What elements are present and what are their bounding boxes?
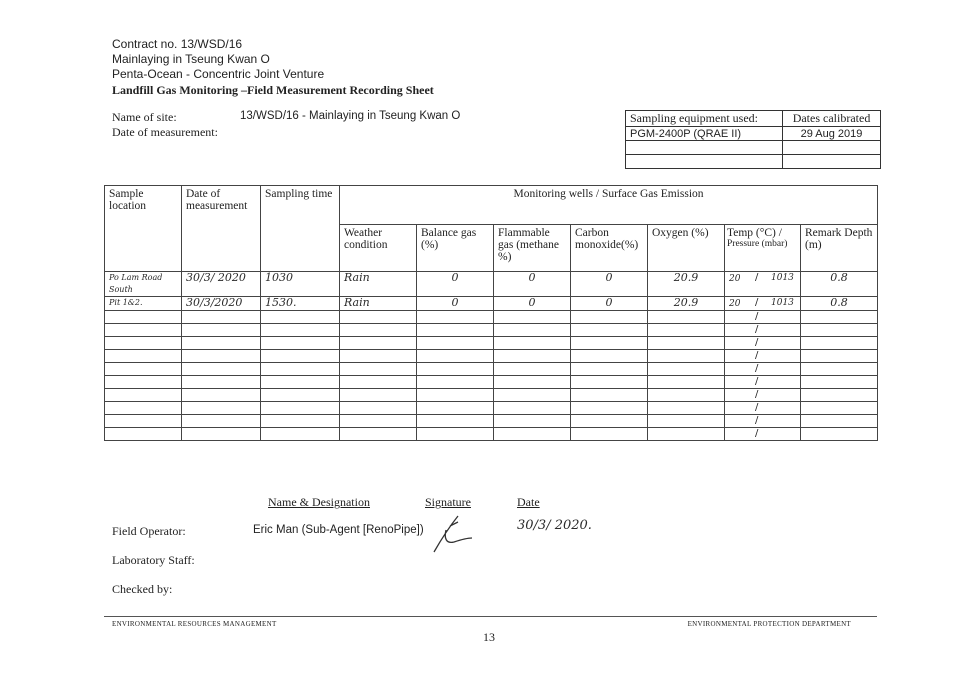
location-cell: Pit 1&2. bbox=[105, 297, 182, 311]
balance-cell bbox=[417, 415, 494, 428]
sample-location-header: Sample location bbox=[105, 186, 182, 272]
flammable-cell bbox=[494, 389, 571, 402]
location-cell bbox=[105, 402, 182, 415]
temp-pressure-cell bbox=[725, 389, 801, 402]
weather-cell bbox=[340, 428, 417, 441]
monitoring-wells-header: Monitoring wells / Surface Gas Emission bbox=[340, 186, 878, 225]
carbon-cell bbox=[571, 402, 648, 415]
depth-cell bbox=[801, 402, 878, 415]
page-number: 13 bbox=[483, 630, 495, 644]
equipment-blank-cell bbox=[626, 155, 783, 169]
time-cell bbox=[261, 337, 340, 350]
flammable-gas-header: Flammable gas (methane %) bbox=[494, 225, 571, 272]
flammable-cell bbox=[494, 311, 571, 324]
depth-cell bbox=[801, 363, 878, 376]
location-cell bbox=[105, 363, 182, 376]
oxygen-cell: 20.9 bbox=[648, 272, 725, 297]
balance-cell bbox=[417, 324, 494, 337]
weather-cell: Rain bbox=[340, 272, 417, 297]
depth-cell bbox=[801, 337, 878, 350]
depth-cell bbox=[801, 415, 878, 428]
field-operator-name: Eric Man (Sub-Agent [RenoPipe]) bbox=[253, 524, 424, 536]
carbon-cell: 0 bbox=[571, 272, 648, 297]
temp-value: 20 bbox=[729, 274, 741, 284]
temp-pressure-cell bbox=[725, 297, 801, 311]
time-cell bbox=[261, 311, 340, 324]
sheet-title: Landfill Gas Monitoring –Field Measurement Recording Sheet bbox=[112, 83, 434, 97]
flammable-cell bbox=[494, 350, 571, 363]
field-operator-label: Field Operator: bbox=[112, 524, 186, 538]
signature-heading: Signature bbox=[425, 495, 471, 509]
temp-pressure-cell bbox=[725, 402, 801, 415]
time-cell bbox=[261, 376, 340, 389]
date-cell bbox=[182, 363, 261, 376]
depth-cell bbox=[801, 376, 878, 389]
date-cell bbox=[182, 350, 261, 363]
project-name: Mainlaying in Tseung Kwan O bbox=[112, 52, 270, 66]
site-name-value: 13/WSD/16 - Mainlaying in Tseung Kwan O bbox=[240, 110, 461, 122]
date-cell bbox=[182, 337, 261, 350]
footer-left: ENVIRONMENTAL RESOURCES MANAGEMENT bbox=[112, 620, 277, 628]
table-row bbox=[105, 428, 878, 441]
location-cell bbox=[105, 428, 182, 441]
footer-right: ENVIRONMENTAL PROTECTION DEPARTMENT bbox=[687, 620, 851, 628]
depth-cell: 0.8 bbox=[801, 297, 878, 311]
carbon-cell bbox=[571, 389, 648, 402]
oxygen-header: Oxygen (%) bbox=[648, 225, 725, 272]
time-cell bbox=[261, 402, 340, 415]
table-row bbox=[105, 402, 878, 415]
date-cell bbox=[182, 311, 261, 324]
time-cell: 1530. bbox=[261, 297, 340, 311]
table-row bbox=[105, 272, 878, 297]
temp-pressure-separator: / bbox=[755, 272, 759, 283]
oxygen-cell: 20.9 bbox=[648, 297, 725, 311]
carbon-cell bbox=[571, 337, 648, 350]
table-row bbox=[105, 363, 878, 376]
temp-pressure-header bbox=[725, 225, 801, 272]
measurement-date-label: Date of measurement: bbox=[112, 125, 218, 139]
name-designation-heading: Name & Designation bbox=[268, 495, 370, 509]
location-cell bbox=[105, 389, 182, 402]
lab-staff-label: Laboratory Staff: bbox=[112, 553, 195, 567]
checked-by-label: Checked by: bbox=[112, 582, 173, 596]
date-cell bbox=[182, 324, 261, 337]
oxygen-cell bbox=[648, 311, 725, 324]
balance-cell bbox=[417, 389, 494, 402]
table-row bbox=[105, 389, 878, 402]
date-cell bbox=[182, 415, 261, 428]
balance-cell bbox=[417, 337, 494, 350]
carbon-cell bbox=[571, 324, 648, 337]
table-row bbox=[105, 324, 878, 337]
weather-cell bbox=[340, 389, 417, 402]
temp-pressure-separator: / bbox=[755, 324, 759, 335]
carbon-cell bbox=[571, 415, 648, 428]
weather-cell bbox=[340, 324, 417, 337]
oxygen-cell bbox=[648, 337, 725, 350]
date-cell bbox=[182, 428, 261, 441]
time-cell bbox=[261, 389, 340, 402]
balance-cell: 0 bbox=[417, 297, 494, 311]
flammable-cell bbox=[494, 402, 571, 415]
temp-pressure-cell bbox=[725, 311, 801, 324]
time-cell bbox=[261, 350, 340, 363]
date-cell: 30/3/ 2020 bbox=[182, 272, 261, 297]
calibration-header: Dates calibrated bbox=[783, 111, 881, 127]
flammable-cell bbox=[494, 376, 571, 389]
weather-cell bbox=[340, 415, 417, 428]
temp-pressure-separator: / bbox=[755, 389, 759, 400]
weather-cell bbox=[340, 350, 417, 363]
carbon-cell bbox=[571, 376, 648, 389]
equipment-value: PGM-2400P (QRAE II) bbox=[626, 127, 783, 141]
carbon-cell bbox=[571, 428, 648, 441]
date-heading: Date bbox=[517, 495, 540, 509]
temp-pressure-separator: / bbox=[755, 311, 759, 322]
temp-pressure-cell bbox=[725, 324, 801, 337]
temp-pressure-cell bbox=[725, 428, 801, 441]
temp-pressure-separator: / bbox=[755, 428, 759, 439]
oxygen-cell bbox=[648, 428, 725, 441]
carbon-cell bbox=[571, 363, 648, 376]
date-cell bbox=[182, 376, 261, 389]
temp-pressure-separator: / bbox=[755, 337, 759, 348]
calibration-blank-cell bbox=[783, 141, 881, 155]
date-cell: 30/3/2020 bbox=[182, 297, 261, 311]
carbon-cell: 0 bbox=[571, 297, 648, 311]
carbon-cell bbox=[571, 311, 648, 324]
remark-depth-header: Remark Depth (m) bbox=[801, 225, 878, 272]
footer-rule bbox=[104, 616, 877, 617]
contractor-name: Penta-Ocean - Concentric Joint Venture bbox=[112, 67, 325, 81]
field-operator-date: 30/3/ 2020. bbox=[517, 518, 592, 533]
location-cell bbox=[105, 376, 182, 389]
temp-pressure-separator: / bbox=[755, 415, 759, 426]
measurement-date-header: Date of measurement bbox=[182, 186, 261, 272]
oxygen-cell bbox=[648, 350, 725, 363]
temp-pressure-separator: / bbox=[755, 376, 759, 387]
temp-pressure-separator: / bbox=[755, 363, 759, 374]
time-cell bbox=[261, 363, 340, 376]
oxygen-cell bbox=[648, 376, 725, 389]
weather-cell bbox=[340, 402, 417, 415]
location-cell bbox=[105, 350, 182, 363]
table-row bbox=[105, 311, 878, 324]
temp-pressure-separator: / bbox=[755, 297, 759, 308]
pressure-header: Pressure (mbar) bbox=[727, 239, 788, 249]
depth-cell bbox=[801, 428, 878, 441]
signature-mark bbox=[420, 508, 480, 558]
contract-no: Contract no. 13/WSD/16 bbox=[112, 37, 243, 51]
flammable-cell: 0 bbox=[494, 297, 571, 311]
oxygen-cell bbox=[648, 389, 725, 402]
carbon-cell bbox=[571, 350, 648, 363]
flammable-cell bbox=[494, 415, 571, 428]
depth-cell: 0.8 bbox=[801, 272, 878, 297]
measurement-table bbox=[104, 185, 878, 441]
table-row bbox=[105, 415, 878, 428]
temp-pressure-cell bbox=[725, 350, 801, 363]
balance-cell bbox=[417, 363, 494, 376]
calibration-date: 29 Aug 2019 bbox=[783, 127, 881, 141]
temp-pressure-cell bbox=[725, 415, 801, 428]
oxygen-cell bbox=[648, 402, 725, 415]
temp-pressure-separator: / bbox=[755, 402, 759, 413]
flammable-cell bbox=[494, 428, 571, 441]
table-row bbox=[105, 376, 878, 389]
equipment-table bbox=[625, 110, 881, 169]
time-cell bbox=[261, 428, 340, 441]
oxygen-cell bbox=[648, 324, 725, 337]
time-cell: 1030 bbox=[261, 272, 340, 297]
table-row bbox=[105, 337, 878, 350]
weather-cell bbox=[340, 311, 417, 324]
date-cell bbox=[182, 389, 261, 402]
depth-cell bbox=[801, 324, 878, 337]
oxygen-cell bbox=[648, 415, 725, 428]
temp-pressure-separator: / bbox=[755, 350, 759, 361]
calibration-blank-cell bbox=[783, 155, 881, 169]
table-row bbox=[105, 350, 878, 363]
temp-value: 20 bbox=[729, 299, 741, 309]
balance-cell bbox=[417, 350, 494, 363]
table-row bbox=[105, 297, 878, 311]
temp-pressure-cell bbox=[725, 337, 801, 350]
oxygen-cell bbox=[648, 363, 725, 376]
location-cell: Po Lam Road South bbox=[105, 272, 182, 297]
balance-cell bbox=[417, 402, 494, 415]
weather-cell bbox=[340, 337, 417, 350]
date-cell bbox=[182, 402, 261, 415]
time-cell bbox=[261, 324, 340, 337]
balance-cell bbox=[417, 311, 494, 324]
balance-gas-header: Balance gas (%) bbox=[417, 225, 494, 272]
balance-cell: 0 bbox=[417, 272, 494, 297]
depth-cell bbox=[801, 350, 878, 363]
temp-pressure-cell bbox=[725, 363, 801, 376]
weather-cell bbox=[340, 363, 417, 376]
time-cell bbox=[261, 415, 340, 428]
flammable-cell bbox=[494, 337, 571, 350]
pressure-value: 1013 bbox=[771, 298, 794, 308]
location-cell bbox=[105, 415, 182, 428]
equipment-header: Sampling equipment used: bbox=[626, 111, 783, 127]
weather-cell bbox=[340, 376, 417, 389]
depth-cell bbox=[801, 311, 878, 324]
temp-pressure-cell bbox=[725, 272, 801, 297]
balance-cell bbox=[417, 428, 494, 441]
sampling-time-header: Sampling time bbox=[261, 186, 340, 272]
location-cell bbox=[105, 337, 182, 350]
temp-header: Temp (°C) / bbox=[727, 227, 782, 239]
location-cell bbox=[105, 311, 182, 324]
carbon-monoxide-header: Carbon monoxide(%) bbox=[571, 225, 648, 272]
temp-pressure-cell bbox=[725, 376, 801, 389]
flammable-cell bbox=[494, 324, 571, 337]
flammable-cell bbox=[494, 363, 571, 376]
weather-cell: Rain bbox=[340, 297, 417, 311]
weather-header: Weather condition bbox=[340, 225, 417, 272]
depth-cell bbox=[801, 389, 878, 402]
balance-cell bbox=[417, 376, 494, 389]
flammable-cell: 0 bbox=[494, 272, 571, 297]
equipment-blank-cell bbox=[626, 141, 783, 155]
location-cell bbox=[105, 324, 182, 337]
site-name-label: Name of site: bbox=[112, 110, 177, 124]
pressure-value: 1013 bbox=[771, 273, 794, 283]
